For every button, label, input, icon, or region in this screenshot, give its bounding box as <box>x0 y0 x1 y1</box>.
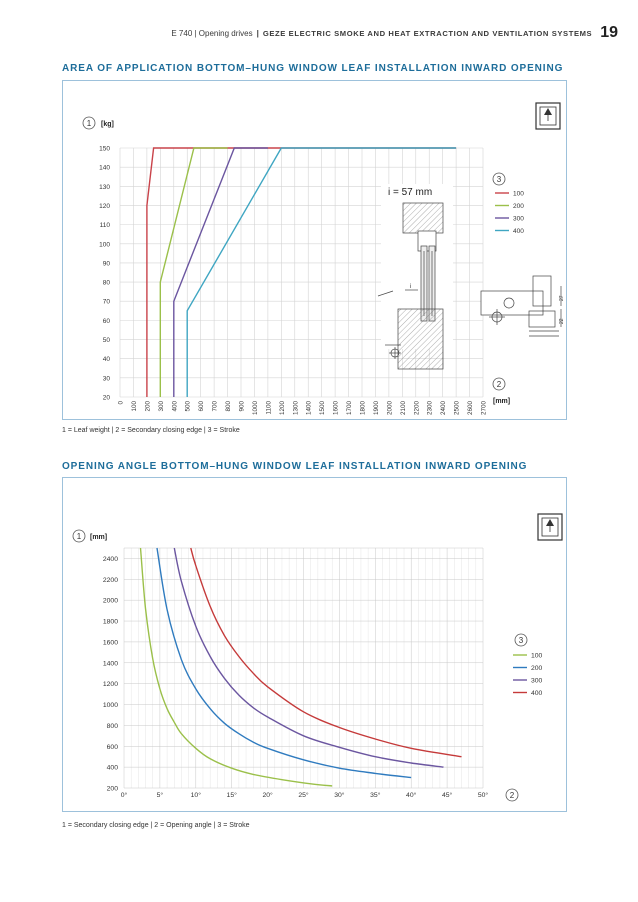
x-tick-label: 1800 <box>359 401 367 416</box>
y-tick-label: 110 <box>99 222 110 230</box>
y-tick-label: 140 <box>99 164 110 172</box>
y-tick-label: 130 <box>99 183 110 191</box>
window-icon-2 <box>538 514 562 540</box>
x-tick-label: 45° <box>441 792 453 799</box>
header-separator: | <box>256 28 259 38</box>
x-tick-label: 1300 <box>292 401 300 416</box>
chart2-legend <box>513 653 543 698</box>
y-tick-label: 60 <box>102 317 110 325</box>
chart1-legend <box>495 191 524 236</box>
x-tick-label: 1500 <box>319 401 327 416</box>
y-tick-label: 2200 <box>102 576 118 584</box>
y-tick-label: 2000 <box>102 597 118 605</box>
y-tick-label: 20 <box>102 394 110 402</box>
x-tick-label: 300 <box>157 401 165 412</box>
x-tick-label: 2000 <box>386 401 394 416</box>
x-tick-label: 2600 <box>467 401 475 416</box>
x-tick-label: 1900 <box>372 401 380 416</box>
x-tick-label: 2400 <box>440 401 448 416</box>
x-tick-label: 400 <box>171 401 179 412</box>
x-tick-label: 900 <box>238 401 246 412</box>
x-tick-label: 100 <box>130 401 138 412</box>
x-tick-label: 10° <box>190 792 201 799</box>
x-tick-label: 600 <box>198 401 206 412</box>
x-tick-label: 700 <box>211 401 219 412</box>
y-tick-label: 30 <box>102 375 110 383</box>
y-tick-label: 400 <box>106 764 118 772</box>
page-header <box>171 24 618 42</box>
x-unit-label: [mm] <box>493 398 511 405</box>
y-tick-label: 150 <box>99 145 110 153</box>
x-tick-label: 50° <box>477 792 489 799</box>
legend-label-300: 300 <box>513 215 524 223</box>
page-number: 19 <box>600 24 618 41</box>
x-tick-label: 40° <box>406 792 417 799</box>
legend-label-300: 300 <box>531 677 543 685</box>
x-tick-label: 30° <box>334 792 345 799</box>
series-line-300 <box>174 148 268 397</box>
dim-27-label: 27 <box>559 295 565 301</box>
y-tick-label: 40 <box>102 356 110 364</box>
x-tick-label: 2300 <box>426 401 434 416</box>
legend-label-400: 400 <box>531 690 543 697</box>
y-tick-label: 80 <box>102 279 110 287</box>
y-tick-label: 1000 <box>102 702 118 710</box>
window-icon <box>536 103 560 129</box>
x-tick-label: 500 <box>184 401 192 412</box>
series-line-200 <box>160 148 227 397</box>
chart2-svg <box>63 478 568 813</box>
marker-3-label: 3 <box>496 175 502 184</box>
legend-label-200: 200 <box>513 203 524 210</box>
chart1-svg <box>63 81 568 421</box>
y-tick-label: 800 <box>106 722 118 730</box>
x-tick-label: 0° <box>120 792 128 799</box>
section2-caption: 1 = Secondary closing edge | 2 = Opening angle | 3 = Stroke <box>62 822 250 829</box>
installation-section-drawing <box>378 184 453 369</box>
marker-2-label: 2 <box>496 380 502 389</box>
x-tick-label: 20° <box>262 792 273 799</box>
y-tick-label: 1800 <box>102 618 118 626</box>
y-tick-label: 1600 <box>102 639 118 647</box>
header-doc-label: E 740 | Opening drives <box>171 28 253 38</box>
i-small-label: i <box>410 284 412 290</box>
y-tick-label: 1200 <box>102 681 118 689</box>
y-tick-label: 120 <box>99 202 110 210</box>
x-tick-label: 1000 <box>251 401 259 416</box>
x-tick-label: 5° <box>156 792 164 799</box>
x-tick-label: 2100 <box>399 401 407 416</box>
header-title: GEZE ELECTRIC SMOKE AND HEAT EXTRACTION AND VENTILATION SYSTEMS <box>262 28 593 38</box>
y-tick-label: 200 <box>106 785 118 793</box>
x-tick-label: 1400 <box>305 401 313 416</box>
y-unit-label: [kg] <box>101 121 114 128</box>
y2-unit-label: [mm] <box>90 534 108 541</box>
i-dimension-label: i = 57 mm <box>388 187 433 198</box>
marker-1-label: 1 <box>86 119 92 128</box>
y-tick-label: 100 <box>99 241 110 249</box>
chart2-axis-labels <box>103 556 489 799</box>
y-tick-label: 600 <box>106 743 118 751</box>
marker2-2-label: 2 <box>509 791 515 800</box>
legend-label-400: 400 <box>513 228 524 235</box>
x-tick-label: 2700 <box>480 401 488 416</box>
section2-title: OPENING ANGLE BOTTOM–HUNG WINDOW LEAF INSTALLATION INWARD OPENING <box>62 461 528 472</box>
x-tick-label: 1700 <box>346 401 354 416</box>
legend-label-200: 200 <box>531 665 543 672</box>
x-tick-label: 200 <box>144 401 152 412</box>
dim-22-label: 22 <box>559 318 565 324</box>
x-tick-label: 2200 <box>413 401 421 416</box>
section1-caption: 1 = Leaf weight | 2 = Secondary closing edge | 3 = Stroke <box>62 427 240 434</box>
legend-label-100: 100 <box>531 652 543 660</box>
x-tick-label: 1100 <box>265 401 273 415</box>
chart2-panel <box>62 477 567 812</box>
x-tick-label: 1600 <box>332 401 340 416</box>
series-curve-300 <box>174 548 443 767</box>
legend-label-100: 100 <box>513 190 524 198</box>
chart1-panel <box>62 80 567 420</box>
y-tick-label: 1400 <box>102 660 118 668</box>
drive-detail-drawing <box>481 276 565 336</box>
x-tick-label: 25° <box>298 792 309 799</box>
x-tick-label: 15° <box>226 792 237 799</box>
y-tick-label: 90 <box>102 260 110 268</box>
y-tick-label: 2400 <box>102 555 118 563</box>
y-tick-label: 50 <box>102 337 110 345</box>
y-tick-label: 70 <box>102 298 110 306</box>
x-tick-label: 35° <box>370 792 381 799</box>
x-tick-label: 800 <box>225 401 233 412</box>
marker2-3-label: 3 <box>518 636 524 645</box>
marker2-1-label: 1 <box>76 532 82 541</box>
x-tick-label: 2500 <box>453 401 461 416</box>
x-tick-label: 1200 <box>278 401 286 416</box>
section1-title: AREA OF APPLICATION BOTTOM–HUNG WINDOW LEAF INSTALLATION INWARD OPENING <box>62 63 564 74</box>
x-tick-label: 0 <box>117 401 125 405</box>
